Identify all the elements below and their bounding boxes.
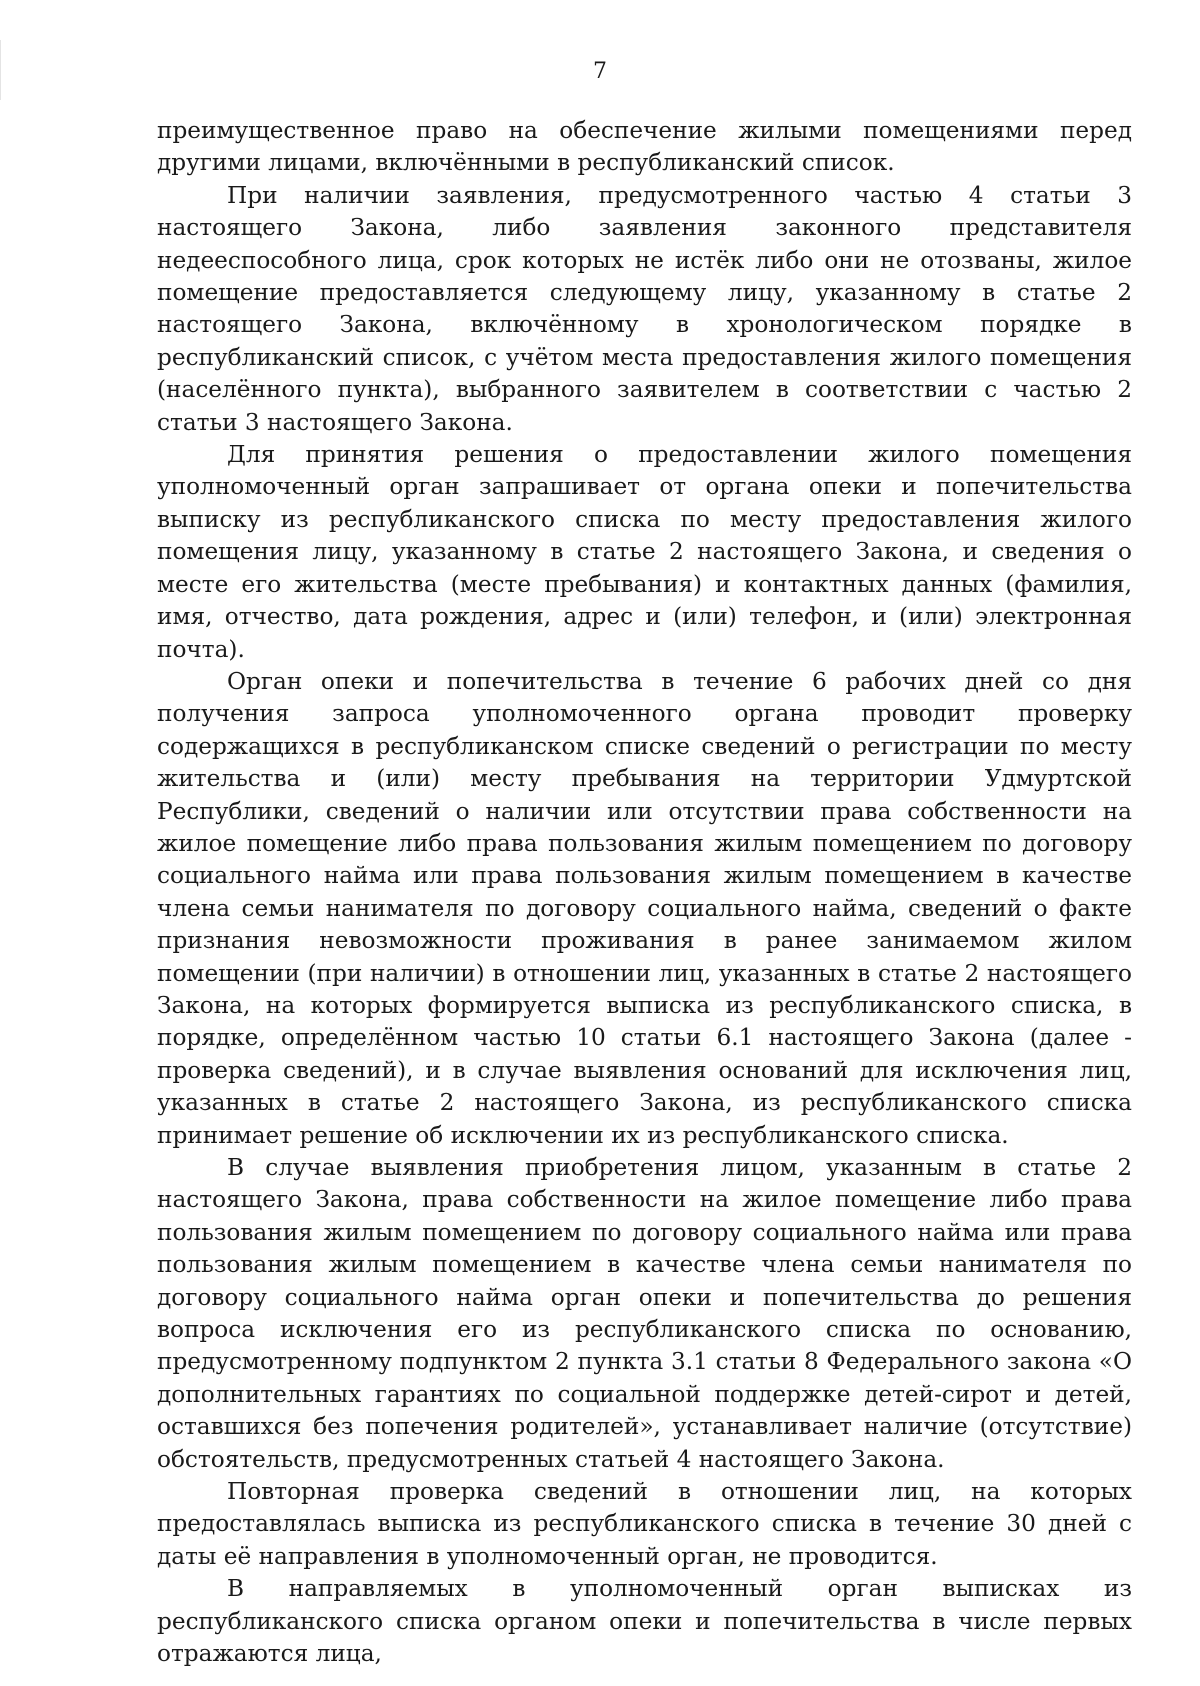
page-number: 7 (593, 59, 607, 84)
paragraph: При наличии заявления, предусмотренного частью 4 статьи 3 настоящего Закона, либо заявления законного представителя недееспособного лица, срок которых не истёк либо они не отозваны, жилое помещение предоставляется следующему лицу, указанному в статье 2 настоящего Закона, включённому в хронологическом порядке в республиканский список, с учётом места предоставления жилого помещения (населённого пункта), выбранного заявителем в соответствии с частью 2 статьи 3 настоящего Закона. (157, 181, 1132, 436)
paragraph: В случае выявления приобретения лицом, указанным в статье 2 настоящего Закона, права собственности на жилое помещение либо права пользования жилым помещением по договору социального найма или права пользования жилым помещением в качестве члена семьи нанимателя по договору социального найма орган опеки и попечительства до решения вопроса исключения его из республиканского списка по основанию, предусмотренному подпунктом 2 пункта 3.1 статьи 8 Федерального закона «О дополнительных гарантиях по социальной поддержке детей-сирот и детей, оставшихся без попечения родителей», устанавливает наличие (отсутствие) обстоятельств, предусмотренных статьей 4 настоящего Закона. (157, 1154, 1132, 1473)
paragraph: Орган опеки и попечительства в течение 6 рабочих дней со дня получения запроса уполномоченного органа проводит проверку содержащихся в республиканском списке сведений о регистрации по месту жительства и (или) месту пребывания на территории Удмуртской Республики, сведений о наличии или отсутствии права собственности на жилое помещение либо права пользования жилым помещением по договору социального найма или права пользования жилым помещением в качестве члена семьи нанимателя по договору социального найма, сведений о факте признания невозможности проживания в ранее занимаемом жилом помещении (при наличии) в отношении лиц, указанных в статье 2 настоящего Закона, на которых формируется выписка из республиканского списка, в порядке, определённом частью 10 статьи 6.1 настоящего Закона (далее - проверка сведений), и в случае выявления оснований для исключения лиц, указанных в статье 2 настоящего Закона, из республиканского списка принимает решение об исключении их из республиканского списка. (157, 667, 1132, 1149)
document-body (157, 115, 1132, 1671)
paragraph: Для принятия решения о предоставлении жилого помещения уполномоченный орган запрашивает от органа опеки и попечительства выписку из республиканского списка по месту предоставления жилого помещения лицу, указанному в статье 2 настоящего Закона, и сведения о месте его жительства (месте пребывания) и контактных данных (фамилия, имя, отчество, дата рождения, адрес и (или) телефон, и (или) электронная почта). (157, 441, 1132, 663)
paragraph: Повторная проверка сведений в отношении лиц, на которых предоставлялась выписка из республиканского списка в течение 30 дней с даты её направления в уполномоченный орган, не проводится. (157, 1478, 1132, 1570)
paragraph: В направляемых в уполномоченный орган выписках из республиканского списка органом опеки и попечительства в числе первых отражаются лица, (157, 1575, 1132, 1668)
paragraph: преимущественное право на обеспечение жилыми помещениями перед другими лицами, включёнными в республиканский список. (157, 117, 1132, 177)
